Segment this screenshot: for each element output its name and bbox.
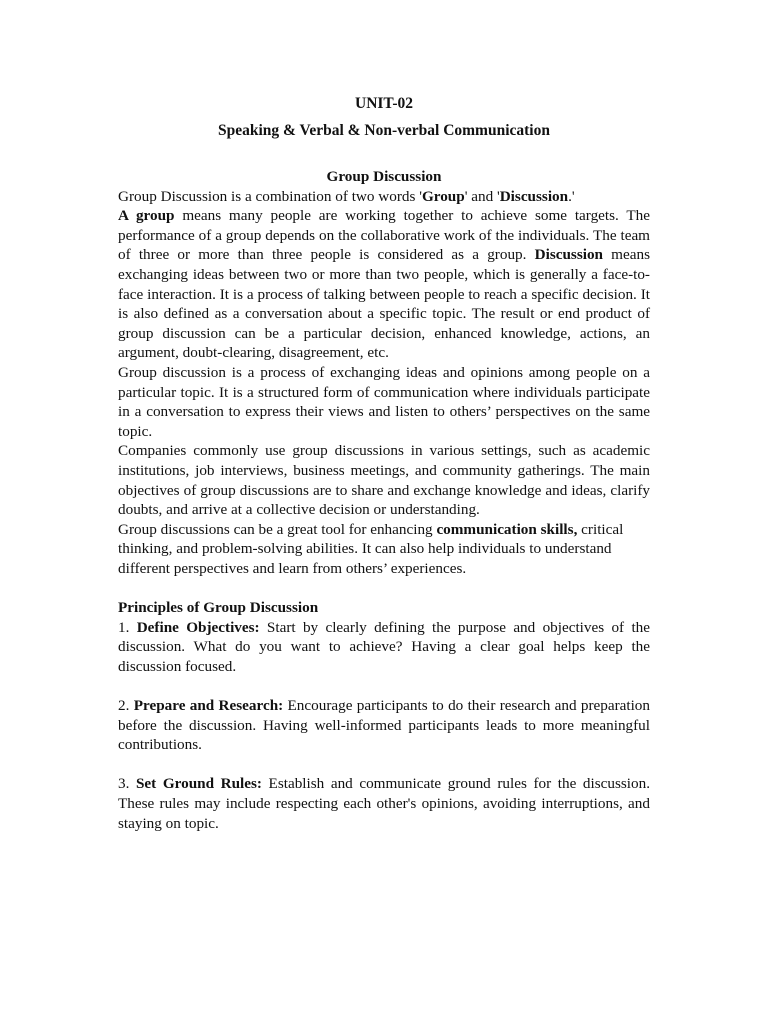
unit-title: UNIT-02	[355, 95, 413, 112]
spacer	[118, 578, 650, 598]
benefits-paragraph: Group discussions can be a great tool for enhancing communication skills, critical thinking, and problem-solving abilities. It can also help individuals to understand different perspectives and learn from others’ experiences.	[118, 520, 624, 577]
principles-heading: Principles of Group Discussion	[118, 599, 319, 617]
principle-item-3: 3. Set Ground Rules: Establish and communicate ground rules for the discussion. These rules may include respecting each other's opinions, avoiding interruptions, and staying on topic.	[118, 775, 650, 832]
principle-item-2: 2. Prepare and Research: Encourage participants to do their research and preparation before the discussion. Having well-informed participants leads to more meaningful contributions.	[118, 697, 650, 754]
intro-paragraph: Group Discussion is a combination of two words 'Group' and 'Discussion.'	[118, 187, 575, 205]
spacer	[118, 755, 650, 775]
group-definition-paragraph: A group means many people are working together to achieve some targets. The performance of a group depends on the collaborative work of the individuals. The team of three or more than three people is considered as a group. Discussion means exchanging ideas between two or more than two people, which is generally a face-to-face interaction. It is a process of talking between people to reach a specific decision. It is also defined as a conversation about a specific topic. The result or end product of group discussion can be a particular decision, enhanced knowledge, actions, an argument, doubt-clearing, disagreement, etc.	[118, 207, 650, 362]
spacer	[118, 676, 650, 696]
document-subtitle: Speaking & Verbal & Non-verbal Communication	[218, 122, 550, 139]
section-title-group-discussion: Group Discussion	[326, 168, 442, 185]
companies-paragraph: Companies commonly use group discussions in various settings, such as academic institutions, job interviews, business meetings, and community gatherings. The main objectives of group discussions are to share and exchange knowledge and ideas, clarify doubts, and arrive at a collective decision or understanding.	[118, 442, 650, 519]
principle-item-1: 1. Define Objectives: Start by clearly defining the purpose and objectives of the discussion. What do you want to achieve? Having a clear goal helps keep the discussion focused.	[118, 618, 650, 675]
document-body	[118, 167, 650, 833]
process-paragraph: Group discussion is a process of exchanging ideas and opinions among people on a particular topic. It is a structured form of communication where individuals participate in a conversation to express their views and listen to others’ perspectives on the same topic.	[118, 363, 650, 440]
